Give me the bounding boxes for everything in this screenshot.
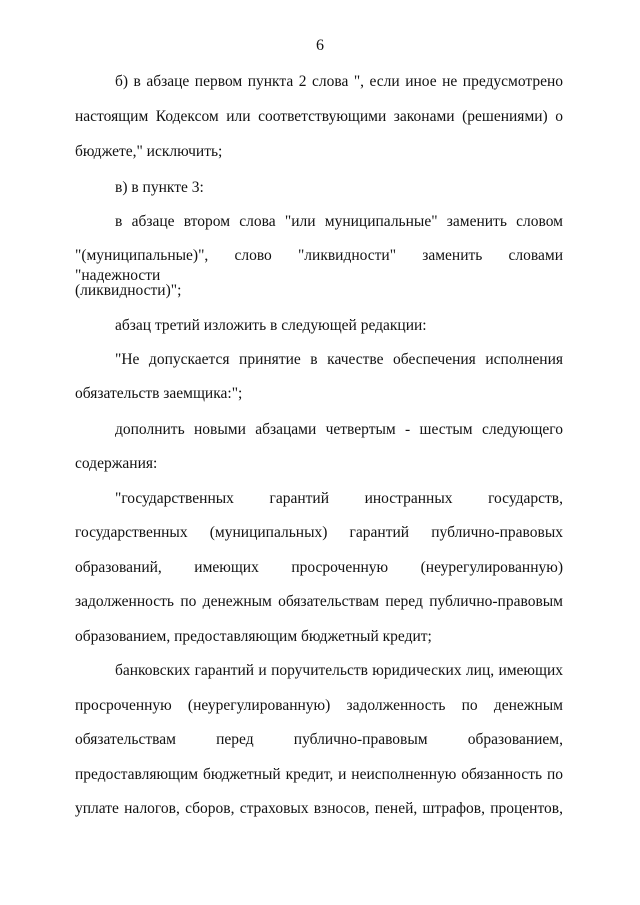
text-line: (ликвидности)"; xyxy=(75,282,182,299)
text-line: банковских гарантий и поручительств юридических лиц, имеющих xyxy=(115,662,563,679)
text-line: б) в абзаце первом пункта 2 слова ", если иное не предусмотрено xyxy=(115,73,563,90)
page-number: 6 xyxy=(316,37,324,54)
text-line: образованием, предоставляющим бюджетный кредит; xyxy=(75,628,432,645)
text-line: абзац третий изложить в следующей редакции: xyxy=(115,317,427,334)
text-line: обязательствам перед публично-правовым образованием, xyxy=(75,731,563,748)
text-line: образований, имеющих просроченную (неурегулированную) xyxy=(75,559,563,576)
text-line: "государственных гарантий иностранных государств, xyxy=(115,490,563,507)
text-line: задолженность по денежным обязательствам перед публично-правовым xyxy=(75,593,563,610)
text-line: государственных (муниципальных) гарантий публично-правовых xyxy=(75,524,563,541)
text-line: предоставляющим бюджетный кредит, и неисполненную обязанность по xyxy=(75,766,563,783)
text-line: "Не допускается принятие в качестве обеспечения исполнения xyxy=(115,351,563,368)
text-line: дополнить новыми абзацами четвертым - шестым следующего xyxy=(115,421,563,438)
text-line: обязательств заемщика:"; xyxy=(75,385,243,402)
text-line: содержания: xyxy=(75,455,158,472)
text-line: в абзаце втором слова "или муниципальные" заменить словом xyxy=(115,213,563,230)
text-line: настоящим Кодексом или соответствующими законами (решениями) о xyxy=(75,108,563,125)
text-line: "(муниципальные)", слово "ликвидности" заменить словами "надежности xyxy=(75,247,563,284)
text-line: уплате налогов, сборов, страховых взносов, пеней, штрафов, процентов, xyxy=(75,800,563,817)
text-line: в) в пункте 3: xyxy=(115,179,204,196)
text-line: бюджете," исключить; xyxy=(75,143,223,160)
text-line: просроченную (неурегулированную) задолженность по денежным xyxy=(75,697,563,714)
